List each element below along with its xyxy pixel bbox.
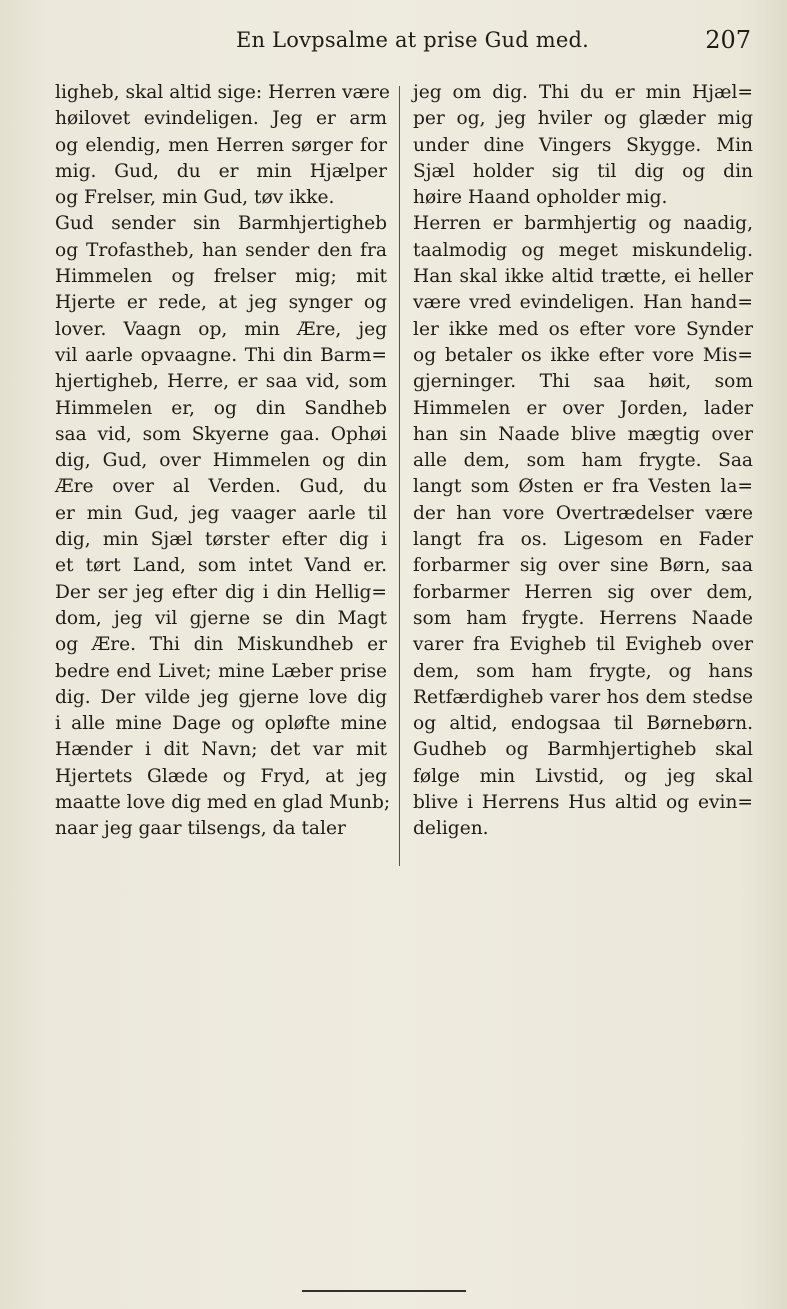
text-line: hjertigheb, Herre, er saa vid, som <box>55 371 387 393</box>
text-line: Gud sender sin Barmhjertigheb <box>55 213 387 235</box>
text-line: Hjerte er rede, at jeg synger og <box>55 292 387 314</box>
text-line: jeg om dig. Thi du er min Hjæl= <box>413 82 753 103</box>
text-line: saa vid, som Skyerne gaa. Ophøi <box>55 423 387 445</box>
text-line: varer fra Evigheb til Evigheb over <box>413 634 753 656</box>
text-line: Himmelen og frelser mig; mit <box>55 266 387 288</box>
text-line: per og, jeg hviler og glæder mig <box>413 108 753 130</box>
text-line: lover. Vaagn op, min Ære, jeg <box>55 318 387 340</box>
text-line: dom, jeg vil gjerne se din Magt <box>55 607 387 629</box>
text-line: Sjæl holder sig til dig og din <box>413 160 753 182</box>
text-line: og Frelser, min Gud, tøv ikke. <box>55 187 335 209</box>
text-line: dig. Der vilde jeg gjerne love dig <box>55 686 387 708</box>
text-line: og altid, endogsaa til Børnebørn. <box>413 713 753 735</box>
text-line: alle dem, som ham frygte. Saa <box>413 450 753 472</box>
text-line: er min Gud, jeg vaager aarle til <box>55 502 387 524</box>
text-line: deligen. <box>413 818 489 840</box>
right-text-column <box>413 80 753 843</box>
column-divider <box>399 86 400 866</box>
text-line: han sin Naade blive mægtig over <box>413 423 753 445</box>
text-line: Der ser jeg efter dig i din Hellig= <box>55 581 387 603</box>
text-line: langt som Østen er fra Vesten la= <box>413 476 753 498</box>
text-line: mig. Gud, du er min Hjælper <box>55 160 387 182</box>
text-line: følge min Livstid, og jeg skal <box>413 765 753 787</box>
text-line: og Trofastheb, han sender den fra <box>55 239 387 261</box>
text-line: og Ære. Thi din Miskundheb er <box>55 634 387 656</box>
text-line: Gudheb og Barmhjertigheb skal <box>413 739 753 761</box>
text-line: gjerninger. Thi saa høit, som <box>413 371 753 393</box>
text-line: under dine Vingers Skygge. Min <box>413 134 753 156</box>
text-line: et tørt Land, som intet Vand er. <box>55 555 387 577</box>
text-line: taalmodig og meget miskundelig. <box>413 239 753 261</box>
text-line: dig, Gud, over Himmelen og din <box>55 450 387 472</box>
text-line: dem, som ham frygte, og hans <box>413 660 753 682</box>
left-text-column <box>55 80 391 843</box>
text-line: Himmelen er, og din Sandheb <box>55 397 387 419</box>
text-line: blive i Herrens Hus altid og evin= <box>413 792 753 814</box>
text-line: være vred evindeligen. Han hand= <box>413 292 753 314</box>
text-line: vil aarle opvaagne. Thi din Barm= <box>55 344 387 366</box>
text-line: ler ikke med os efter vore Synder <box>413 318 753 340</box>
page-number: 207 <box>705 26 751 54</box>
page-header <box>0 22 787 62</box>
text-line: dig, min Sjæl tørster efter dig i <box>55 529 387 551</box>
end-rule <box>302 1290 466 1292</box>
text-line: langt fra os. Ligesom en Fader <box>413 529 753 551</box>
text-line: Han skal ikke altid trætte, ei heller <box>413 266 753 288</box>
text-line: høire Haand opholder mig. <box>413 187 668 209</box>
text-line: forbarmer sig over sine Børn, saa <box>413 555 753 577</box>
text-line: naar jeg gaar tilsengs, da taler <box>55 818 346 840</box>
text-line: og betaler os ikke efter vore Mis= <box>413 344 753 366</box>
text-line: Retfærdigheb varer hos dem stedse <box>413 686 753 708</box>
text-line: og elendig, men Herren sørger for <box>55 134 387 156</box>
running-title: En Lovpsalme at prise Gud med. <box>236 28 590 52</box>
text-line: der han vore Overtrædelser være <box>413 502 753 524</box>
text-line: som ham frygte. Herrens Naade <box>413 607 753 629</box>
text-line: forbarmer Herren sig over dem, <box>413 581 753 603</box>
text-line: Herren er barmhjertig og naadig, <box>413 213 753 235</box>
text-line: Himmelen er over Jorden, lader <box>413 397 753 419</box>
text-line: Hænder i dit Navn; det var mit <box>55 739 387 761</box>
text-line: i alle mine Dage og opløfte mine <box>55 713 387 735</box>
text-line: Hjertets Glæde og Fryd, at jeg <box>55 765 387 787</box>
text-line: maatte love dig med en glad Munb; <box>55 792 391 814</box>
text-line: bedre end Livet; mine Læber prise <box>55 660 387 682</box>
text-line: Ære over al Verden. Gud, du <box>55 476 387 498</box>
text-line: høilovet evindeligen. Jeg er arm <box>55 108 387 130</box>
text-line: ligheb, skal altid sige: Herren være <box>55 82 390 103</box>
